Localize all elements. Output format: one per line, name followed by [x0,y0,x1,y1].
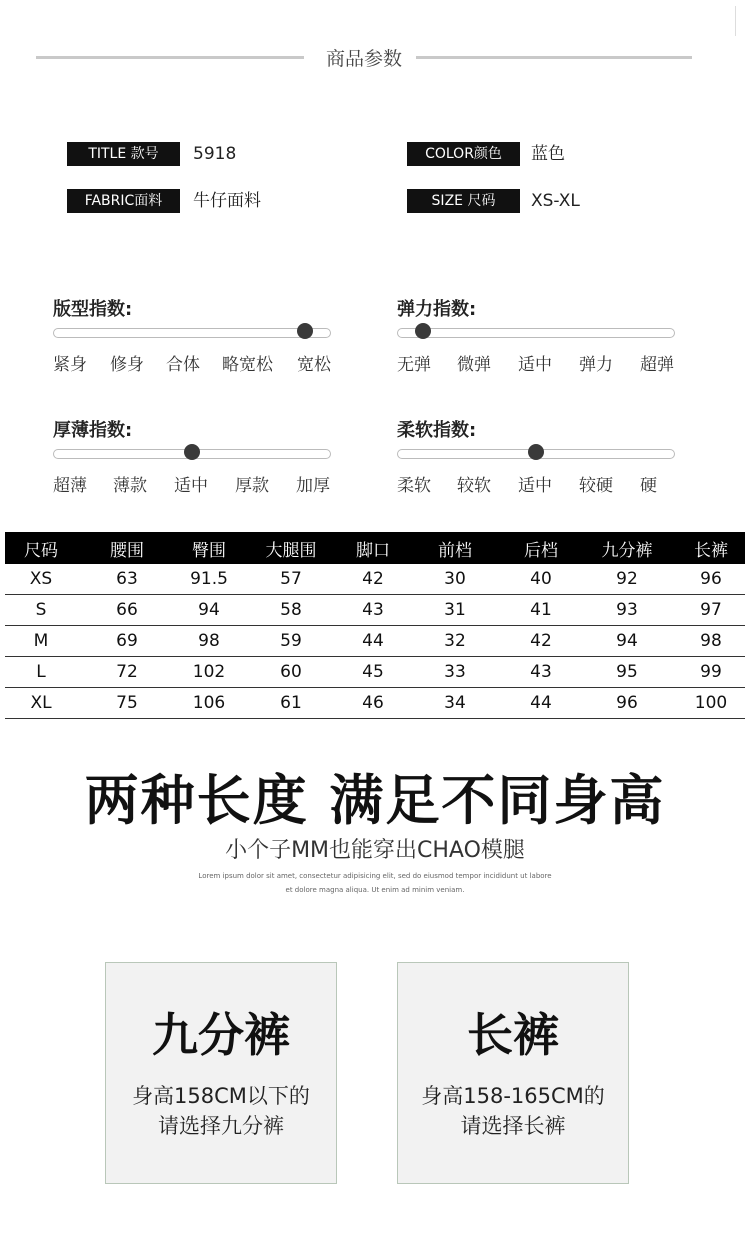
table-cell: 66 [77,595,177,626]
softness-option: 适中 [518,476,552,496]
softness-index-knob [528,444,544,460]
table-cell: 59 [241,626,341,657]
table-header: 脚口 [341,532,405,564]
table-cell: 63 [77,564,177,595]
table-cell: 61 [241,688,341,719]
table-cell: 42 [341,564,405,595]
promo-subline: 小个子MM也能穿出CHAO模腿 [225,838,525,863]
table-header: 前档 [405,532,505,564]
table-cell: 96 [577,688,677,719]
table-cell: 43 [341,595,405,626]
table-header: 九分裤 [577,532,677,564]
table-cell: 97 [677,595,745,626]
table-cell: 44 [341,626,405,657]
table-header: 后档 [505,532,577,564]
title-label: TITLE 款号 [67,142,180,166]
table-cell: 34 [405,688,505,719]
table-cell: XS [5,564,77,595]
card-desc: 请选择长裤 [460,1114,566,1138]
table-cell: 94 [577,626,677,657]
table-cell: 98 [677,626,745,657]
table-cell: 42 [505,626,577,657]
elastic-option: 弹力 [579,355,613,375]
table-cell: 46 [341,688,405,719]
size-value: XS-XL [531,191,580,211]
elastic-option: 无弹 [397,355,431,375]
softness-option: 柔软 [397,476,431,496]
table-cell: 102 [177,657,241,688]
fit-option: 略宽松 [222,355,273,375]
fit-option: 紧身 [53,355,87,375]
table-cell: 40 [505,564,577,595]
table-header: 大腿围 [241,532,341,564]
table-cell: 33 [405,657,505,688]
table-cell: 98 [177,626,241,657]
table-header: 腰围 [77,532,177,564]
color-value: 蓝色 [531,144,565,164]
card-title: 九分裤 [152,1008,290,1062]
table-cell: 58 [241,595,341,626]
softness-option: 较硬 [579,476,613,496]
elastic-option: 适中 [518,355,552,375]
table-cell: 92 [577,564,677,595]
table-cell: XL [5,688,77,719]
thickness-index-knob [184,444,200,460]
table-cell: 45 [341,657,405,688]
thickness-option: 薄款 [113,476,147,496]
header-line-left [36,56,304,59]
thickness-index-title: 厚薄指数: [53,420,133,441]
table-cell: 30 [405,564,505,595]
softness-option: 硬 [640,476,657,496]
table-cell: 93 [577,595,677,626]
table-cell: 72 [77,657,177,688]
cropped-pants-card [105,962,337,1184]
softness-option: 较软 [457,476,491,496]
table-cell: 44 [505,688,577,719]
elastic-index-track [397,328,675,338]
fit-index-knob [297,323,313,339]
fit-option: 修身 [110,355,144,375]
table-cell: 96 [677,564,745,595]
header-line-right [416,56,692,59]
color-label: COLOR颜色 [407,142,520,166]
table-cell: 43 [505,657,577,688]
fabric-label: FABRIC面料 [67,189,180,213]
thickness-option: 厚款 [235,476,269,496]
lorem-line: et dolore magna aliqua. Ut enim ad minim veniam. [285,886,465,894]
table-row [5,657,745,688]
table-cell: 100 [677,688,745,719]
fit-index-title: 版型指数: [53,299,133,320]
lorem-line: Lorem ipsum dolor sit amet, consectetur adipisicing elit, sed do eiusmod tempor incididunt ut labore [198,872,552,880]
long-pants-card [397,962,629,1184]
fit-option: 合体 [166,355,200,375]
table-header-row [5,532,745,564]
table-cell: 32 [405,626,505,657]
thickness-option: 加厚 [296,476,330,496]
table-header: 长裤 [677,532,745,564]
card-desc: 请选择九分裤 [158,1114,284,1138]
table-cell: M [5,626,77,657]
table-cell: 31 [405,595,505,626]
table-header: 臀围 [177,532,241,564]
title-value: 5918 [193,144,237,164]
table-cell: L [5,657,77,688]
size-table [5,532,745,719]
table-row [5,595,745,626]
table-cell: 91.5 [177,564,241,595]
fit-option: 宽松 [297,355,331,375]
softness-index-title: 柔软指数: [397,420,477,441]
section-title: 商品参数 [325,48,402,70]
table-row [5,688,745,719]
table-cell: 69 [77,626,177,657]
table-row [5,626,745,657]
table-cell: 95 [577,657,677,688]
card-title: 长裤 [467,1008,559,1062]
size-label: SIZE 尺码 [407,189,520,213]
elastic-option: 微弹 [457,355,491,375]
elastic-option: 超弹 [640,355,674,375]
table-cell: 57 [241,564,341,595]
table-cell: 106 [177,688,241,719]
card-desc: 身高158CM以下的 [132,1084,310,1108]
table-header: 尺码 [5,532,77,564]
promo-headline: 两种长度 满足不同身高 [84,769,666,832]
table-row [5,564,745,595]
thickness-option: 适中 [174,476,208,496]
table-cell: 75 [77,688,177,719]
fit-index-track [53,328,331,338]
table-cell: 41 [505,595,577,626]
table-cell: 99 [677,657,745,688]
table-cell: S [5,595,77,626]
elastic-index-title: 弹力指数: [397,299,477,320]
corner-divider [735,6,736,36]
card-desc: 身高158-165CM的 [421,1084,605,1108]
fabric-value: 牛仔面料 [193,191,261,211]
thickness-option: 超薄 [53,476,87,496]
table-cell: 60 [241,657,341,688]
table-cell: 94 [177,595,241,626]
